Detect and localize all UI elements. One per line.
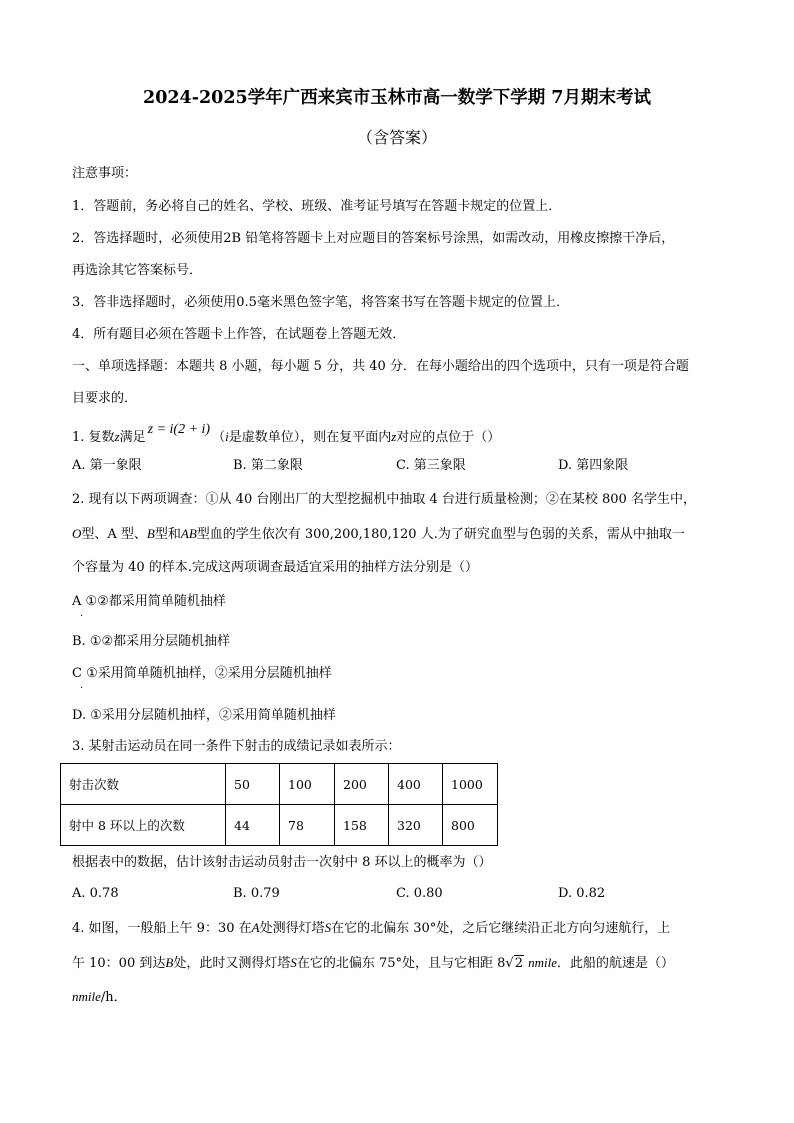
table-cell: 78: [280, 805, 335, 846]
q2-a: 型、A 型、: [81, 527, 147, 542]
option-dot-mark: ·: [80, 611, 84, 622]
q1-formula: z = i(2 + i): [147, 422, 211, 437]
q2-option-b: B. ①②都采用分层随机抽样: [72, 634, 231, 649]
q2-d: 型血的学生依次有 300,200,180,120 人.为了研究血型与色弱的关系，需从中抽取一: [196, 527, 685, 542]
q3-option-a: A. 0.78: [72, 886, 119, 901]
page-title: 2024-2025学年广西来宾市玉林市高一数学下学期 7月期末考试: [143, 88, 651, 108]
q4-s2: S: [290, 955, 297, 970]
option-dot-mark: ·: [80, 683, 84, 694]
sqrt-symbol: √2: [505, 956, 523, 971]
question-1-stem: [72, 422, 501, 448]
sqrt-radicand: 2: [514, 956, 523, 971]
shooting-record-table: [60, 763, 498, 846]
q4-l2a: 午 10：00 到达: [72, 956, 166, 971]
q2-b: B: [146, 526, 155, 541]
q2-c: 型和: [154, 527, 181, 542]
q2-ab: AB: [180, 526, 197, 541]
q2-option-d: D. ①采用分层随机抽样，②采用简单随机抽样: [72, 708, 336, 723]
q1-mid: （: [212, 430, 226, 445]
question-4-line3: [72, 987, 127, 1008]
q4-l2d: ．此船的航速是（）: [557, 956, 675, 971]
table-cell: 400: [389, 764, 443, 805]
notice-heading: 注意事项：: [72, 166, 138, 181]
notice-item-3: 3．答非选择题时，必须使用0.5毫米黑色签字笔，将答案书写在答题卡规定的位置上．: [72, 295, 569, 310]
section1-line1: 一、单项选择题：本题共 8 小题，每小题 5 分，共 40 分．在每小题给出的四个选项中，只有一项是符合题: [72, 359, 689, 374]
q2-option-c: C ①采用简单随机抽样，②采用分层随机抽样: [72, 666, 332, 681]
q4-p3: 在它的北偏东 30°处，之后它继续沿正北方向匀速航行，上: [331, 921, 671, 936]
table-cell: 1000: [443, 764, 498, 805]
notice-item-1: 1．答题前，务必将自己的姓名、学校、班级、准考证号填写在答题卡规定的位置上．: [72, 199, 562, 214]
q4-p2: 处测得灯塔: [259, 921, 325, 936]
table-cell: 800: [443, 805, 498, 846]
table-row: [61, 805, 498, 846]
q4-l2c: 在它的北偏东 75°处，且与它相距 8: [296, 956, 506, 971]
table-cell: 200: [335, 764, 389, 805]
question-3-after: 根据表中的数据，估计该射击运动员射击一次射中 8 环以上的概率为（）: [72, 855, 492, 870]
table-cell: 44: [226, 805, 280, 846]
q4-l2b: 处，此时又测得灯塔: [173, 956, 291, 971]
table-row: [61, 764, 498, 805]
q3-option-c: C. 0.80: [396, 886, 443, 901]
q3-option-d: D. 0.82: [558, 886, 606, 901]
notice-item-4: 4．所有题目必须在答题卡上作答，在试题卷上答题无效．: [72, 327, 406, 342]
q4-a: A: [251, 920, 260, 935]
table-cell: 50: [226, 764, 280, 805]
question-3-stem: 3. 某射击运动员在同一条件下射击的成绩记录如表所示：: [72, 739, 401, 754]
table-cell: 100: [280, 764, 335, 805]
question-2-line3: 个容量为 40 的样本.完成这两项调查最适宜采用的抽样方法分别是（）: [72, 560, 478, 575]
table-cell: 射中 8 环以上的次数: [61, 805, 226, 846]
question-4-line2: [72, 953, 674, 974]
section1-line2: 目要求的．: [72, 391, 138, 406]
q2-option-a: A ①②都采用简单随机抽样: [72, 594, 226, 609]
q2-o: O: [72, 526, 82, 541]
q1-option-c: C. 第三象限: [396, 458, 466, 473]
q1-cond: 满足: [119, 430, 146, 445]
notice-item-2-cont: 再选涂其它答案标号．: [72, 263, 203, 278]
q4-l3-unit: nmile: [72, 989, 101, 1004]
notice-item-2: 2．答选择题时，必须使用2B 铅笔将答题卡上对应题目的答案标号涂黑，如需改动，用橡皮擦擦干净后，: [72, 231, 675, 246]
q1-z2: z: [391, 429, 397, 444]
q1-option-b: B. 第二象限: [233, 458, 303, 473]
question-2-line2: [72, 524, 685, 545]
table-cell: 320: [389, 805, 443, 846]
q1-tail: 对应的点位于（）: [396, 430, 501, 445]
q4-b: B: [165, 955, 174, 970]
question-4-line1: [72, 918, 670, 939]
q1-option-d: D. 第四象限: [558, 458, 629, 473]
question-2-line1: 2. 现有以下两项调查：①从 40 台刚出厂的大型挖掘机中抽取 4 台进行质量检测；②在某校 800 名学生中，: [72, 492, 696, 507]
table-cell: 158: [335, 805, 389, 846]
page-subtitle: （含答案）: [356, 128, 437, 147]
q4-unit: nmile: [528, 955, 558, 970]
q4-l3: /h．: [100, 990, 127, 1005]
q1-pre: 1. 复数: [72, 430, 115, 445]
q4-p1: 4. 如图，一般船上午 9：30 在: [72, 921, 252, 936]
q1-z: z: [114, 429, 120, 444]
q4-s: S: [324, 920, 332, 935]
q3-option-b: B. 0.79: [233, 886, 280, 901]
q1-post: 是虚数单位），则在复平面内: [228, 430, 392, 445]
q1-option-a: A. 第一象限: [72, 458, 142, 473]
table-cell: 射击次数: [61, 764, 226, 805]
q1-i: i: [225, 429, 229, 444]
